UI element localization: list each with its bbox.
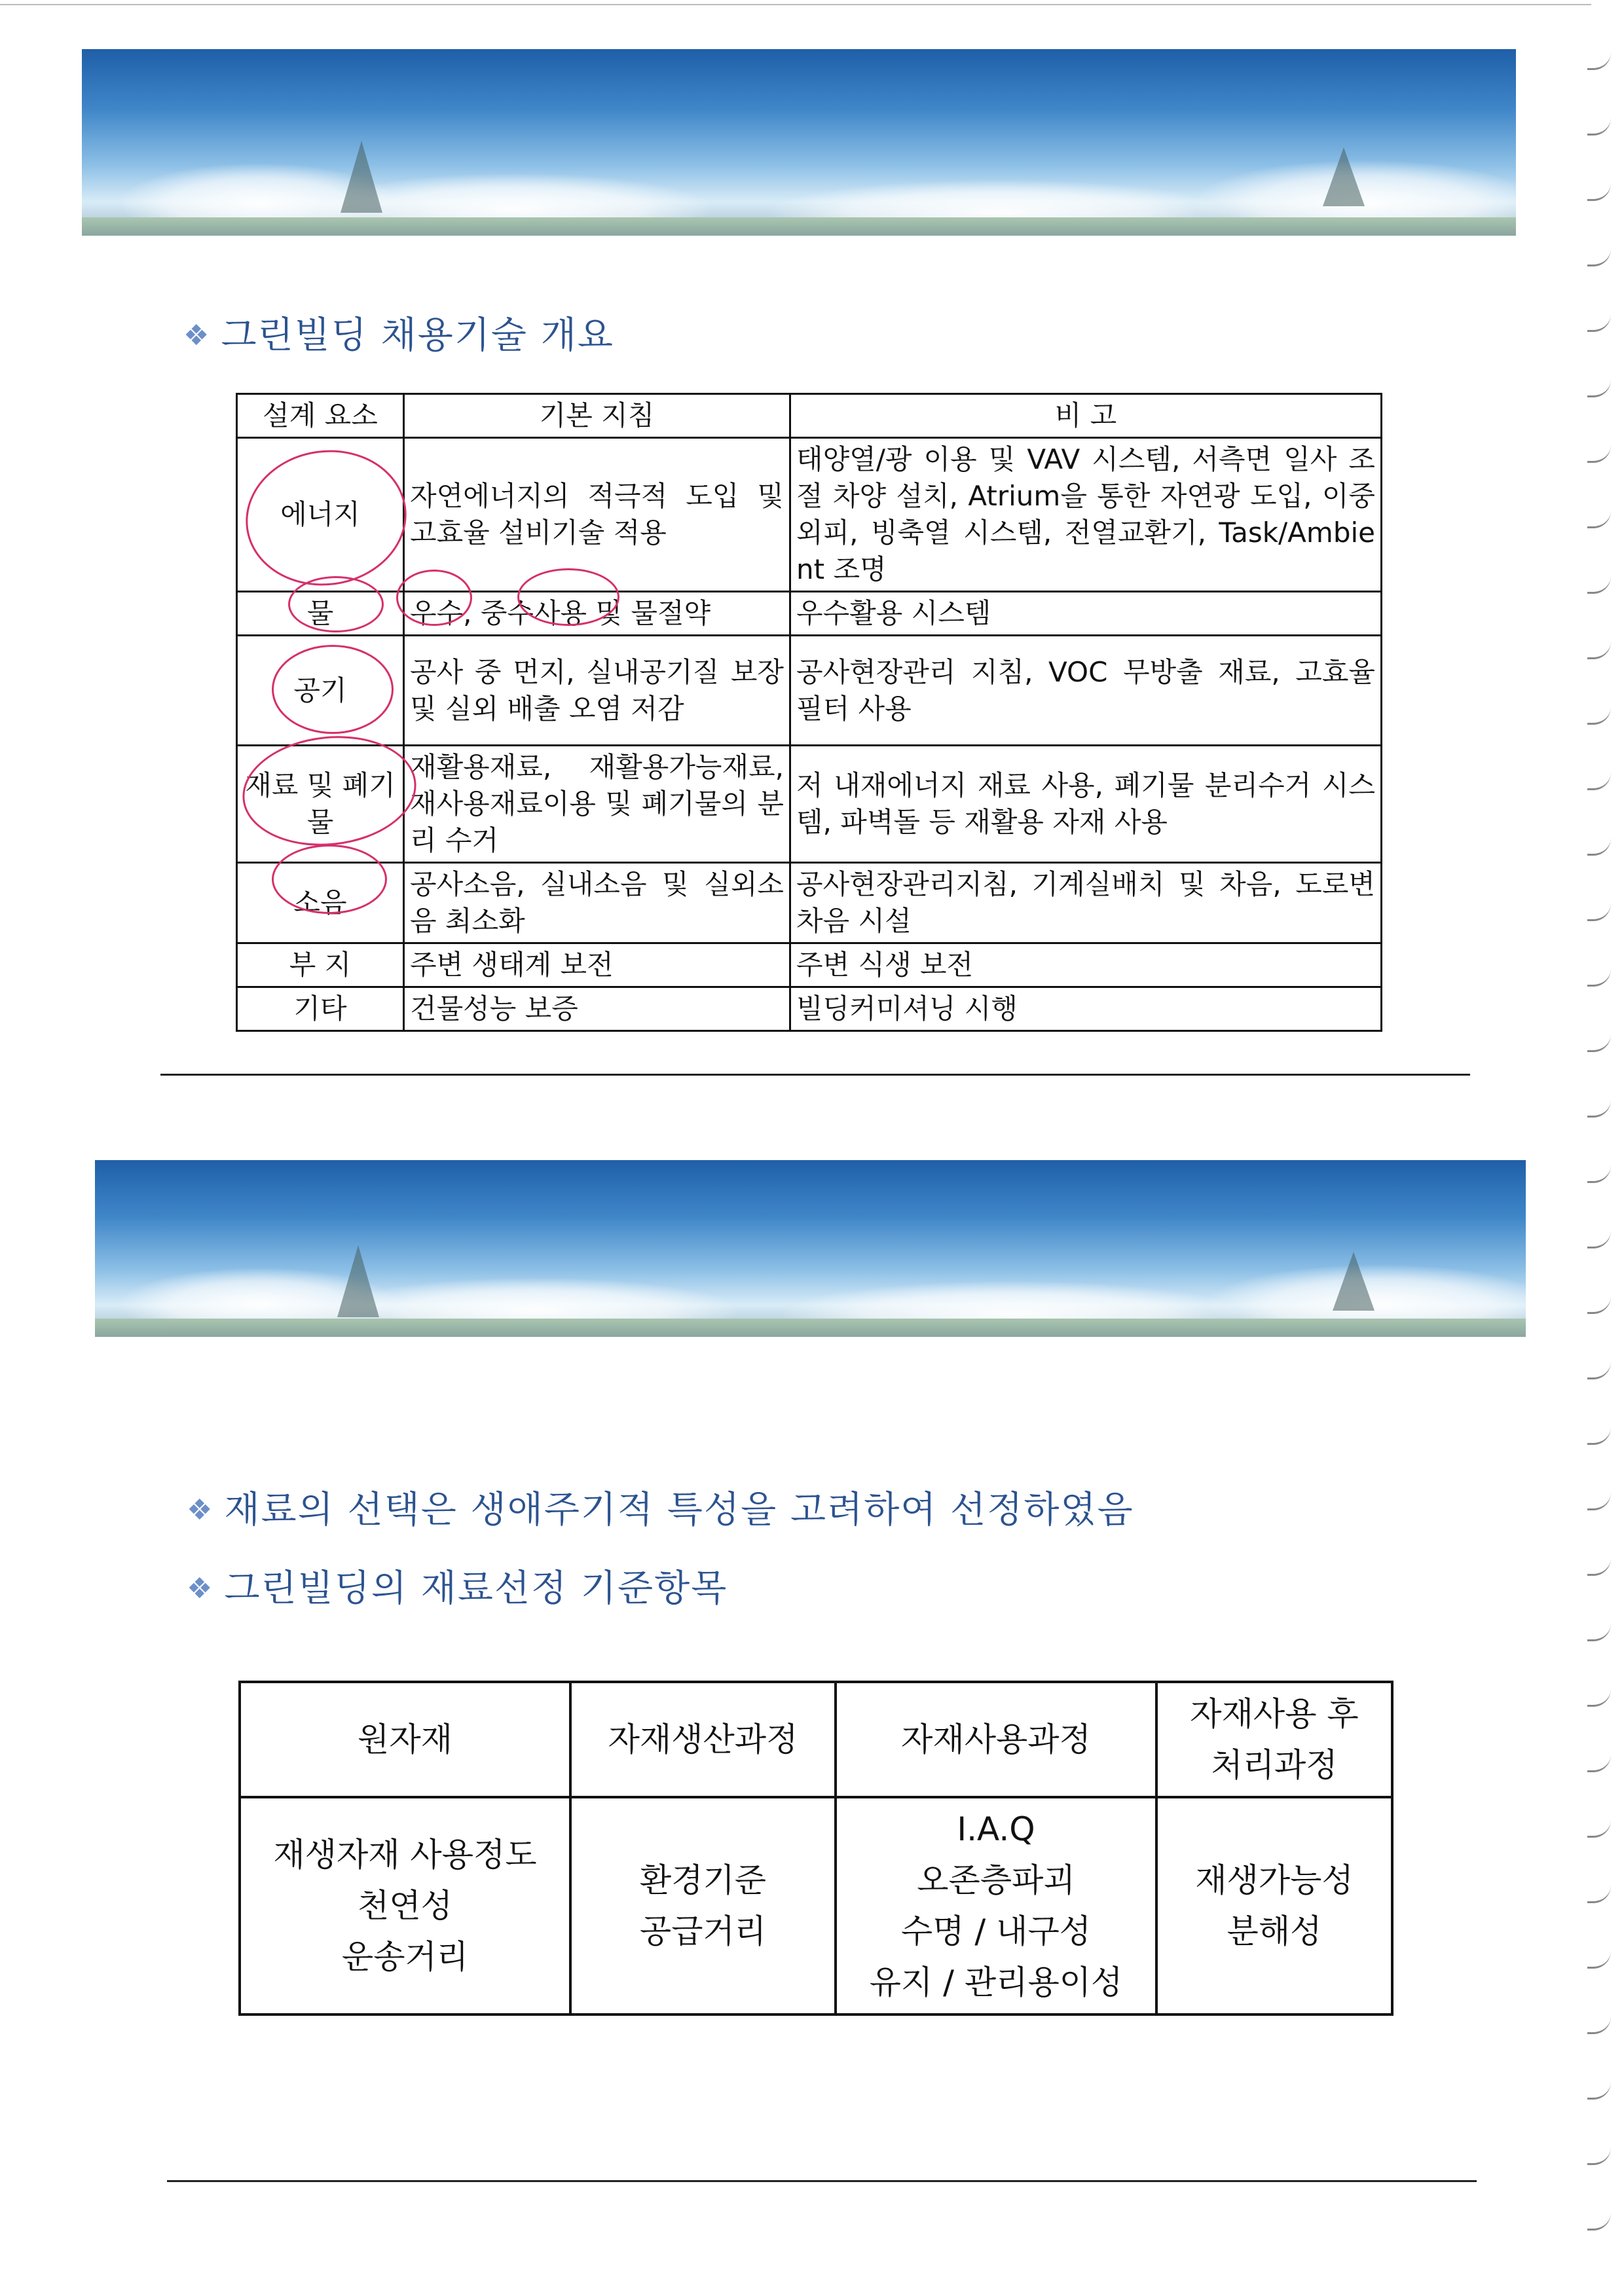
binder-ring-mark [1587,1165,1611,1183]
table-header-cell: 설계 요소 [237,394,404,438]
binder-ring-mark [1587,445,1611,463]
element-cell: 재료 및 폐기물 [237,746,404,863]
element-cell: 기타 [237,987,404,1031]
binder-ring-mark [1587,707,1611,725]
binder-ring-mark [1587,1624,1611,1641]
binder-ring-mark [1587,380,1611,397]
guideline-cell: 재활용재료, 재활용가능재료, 재사용재료이용 및 폐기물의 분리 수거 [404,746,790,863]
table-row [237,863,1382,943]
handwritten-circle-mark [517,568,619,626]
binder-ring-mark [1587,642,1611,659]
handwritten-circle-mark [288,576,384,632]
tree-decoration [341,141,382,213]
guideline-cell: 공사소음, 실내소음 및 실외소음 최소화 [404,863,790,943]
section-divider [160,1074,1470,1076]
usage-cell: I.A.Q 오존층파괴 수명 / 내구성 유지 / 관리용이성 [836,1797,1156,2014]
binder-ring-mark [1587,1231,1611,1248]
guideline-cell: 자연에너지의 적극적 도입 및 고효율 설비기술 적용 [404,438,790,592]
guideline-cell: 주변 생태계 보전 [404,943,790,987]
binder-ring-mark [1587,576,1611,594]
diamond-bullet-icon: ❖ [187,1572,214,1605]
section-heading-material-criteria: ❖ 그린빌딩의 재료선정 기준항목 [187,1567,728,1610]
table-header-cell: 원자재 [240,1682,570,1797]
binder-ring-mark [1587,838,1611,856]
binder-ring-mark [1587,2016,1611,2034]
element-cell: 소음 [237,863,404,943]
tree-decoration [337,1245,379,1317]
binder-ring-mark [1587,1755,1611,1772]
binder-ring-mark [1587,1034,1611,1052]
tree-decoration [1323,147,1365,206]
table-header-row [240,1682,1392,1797]
note-cell: 빌딩커미셔닝 시행 [790,987,1382,1031]
binder-ring-mark [1587,969,1611,987]
diamond-bullet-icon: ❖ [187,1493,214,1527]
table-header-cell: 기본 지침 [404,394,790,438]
note-cell: 공사현장관리 지침, VOC 무방출 재료, 고효율 필터 사용 [790,636,1382,746]
note-cell: 주변 식생 보전 [790,943,1382,987]
table-row [237,438,1382,592]
raw-material-cell: 재생자재 사용정도 천연성 운송거리 [240,1797,570,2014]
table-row [237,943,1382,987]
handwritten-circle-mark [272,645,394,734]
binder-ring-mark [1587,773,1611,790]
sky-banner-top [82,49,1516,236]
handwritten-circle-mark [396,570,472,626]
binder-ring-mark [1587,1951,1611,1969]
binder-ring-mark [1587,52,1611,70]
tree-decoration [1333,1252,1375,1311]
guideline-cell: 공사 중 먼지, 실내공기질 보장 및 실외 배출 오염 저감 [404,636,790,746]
page-top-edge [0,0,1591,5]
table-header-cell: 비 고 [790,394,1382,438]
binder-ring-mark [1587,1820,1611,1838]
binder-ring-mark [1587,183,1611,201]
binder-ring-mark [1587,2213,1611,2231]
binder-ring-mark [1587,118,1611,136]
production-cell: 환경기준 공급거리 [570,1797,836,2014]
note-cell: 우수활용 시스템 [790,592,1382,636]
binder-ring-mark [1587,1558,1611,1576]
binder-ring-mark [1587,1362,1611,1379]
binder-ring-mark [1587,1689,1611,1707]
note-cell: 저 내재에너지 재료 사용, 폐기물 분리수거 시스템, 파벽돌 등 재활용 자재 사용 [790,746,1382,863]
green-building-tech-table [236,393,1382,1032]
binder-ring-mark [1587,2147,1611,2165]
binder-ring-mark [1587,511,1611,528]
binder-ring-mark [1587,1296,1611,1314]
sky-banner-bottom [95,1160,1526,1337]
element-cell: 물 [237,592,404,636]
table-header-cell: 자재사용과정 [836,1682,1156,1797]
section-heading-material-selection: ❖ 재료의 선택은 생애주기적 특성을 고려하여 선정하였음 [187,1489,1134,1531]
binder-ring-mark [1587,249,1611,266]
section-divider [167,2180,1477,2182]
table-header-cell: 자재사용 후 처리과정 [1156,1682,1392,1797]
binder-ring-mark [1587,1427,1611,1445]
table-row [240,1797,1392,2014]
note-cell: 태양열/광 이용 및 VAV 시스템, 서측면 일사 조절 차양 설치, Atrium을 통한 자연광 도입, 이중외피, 빙축열 시스템, 전열교환기, Task/Ambient 조명 [790,438,1382,592]
binder-ring-mark [1587,903,1611,921]
binder-ring-mark [1587,314,1611,332]
binder-ring-mark [1587,1886,1611,1903]
binder-ring-mark [1587,1100,1611,1118]
material-criteria-table [238,1681,1393,2016]
binder-ring-mark [1587,2082,1611,2100]
diamond-bullet-icon: ❖ [183,319,211,352]
handwritten-circle-mark [272,845,387,914]
guideline-cell: 우수, 중수사용 및 물절약 [404,592,790,636]
disposal-cell: 재생가능성 분해성 [1156,1797,1392,2014]
table-row [237,636,1382,746]
table-header-cell: 자재생산과정 [570,1682,836,1797]
section-heading-overview: ❖ 그린빌딩 채용기술 개요 [183,314,615,357]
element-cell: 부 지 [237,943,404,987]
table-row [237,987,1382,1031]
note-cell: 공사현장관리지침, 기계실배치 및 차음, 도로변 차음 시설 [790,863,1382,943]
element-cell: 에너지 [237,438,404,592]
guideline-cell: 건물성능 보증 [404,987,790,1031]
table-header-row [237,394,1382,438]
element-cell: 공기 [237,636,404,746]
binder-ring-mark [1587,1493,1611,1510]
